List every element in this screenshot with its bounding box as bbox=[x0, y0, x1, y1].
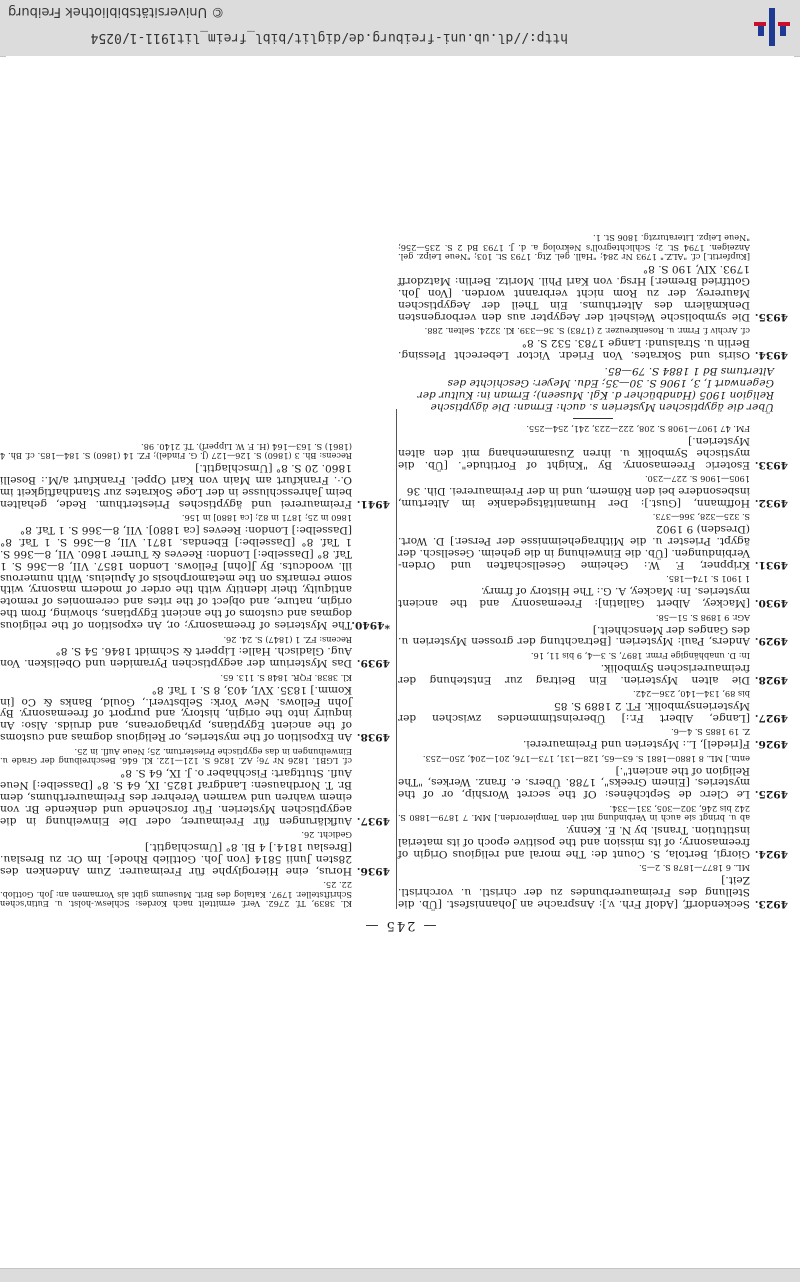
entry-text: Giorgi, Bertola, S. Count de: The moral and religious Origin of freemasonry; of its mission and the positive epoch of its material institution. Transl. by N. E. Kenny. bbox=[398, 824, 750, 860]
entry-number: 4938. bbox=[356, 731, 390, 744]
bibliography-entry bbox=[0, 880, 390, 908]
entry-number: 4924. bbox=[754, 847, 788, 860]
entry-note: 1905—1906 S. 227—230. bbox=[644, 474, 750, 485]
section-separator bbox=[573, 418, 613, 419]
entry-number: 4931. bbox=[754, 559, 788, 572]
entry-text: The Mysteries of freemasonry; or, An exposition of the religious dogmas and customs of the ancient Egyptians, showing, from the origin, nature, and object of the rites and ceremonies of remote antiquity, their identity with the order of modern masonry, with some remarks on the metamorphosis of Apuleius. With numerous ill. woodcuts. By J[ohn] Fellows. London 1857. VII, 8—366 S. 1 Taf. 8° [Dasselbe:] London: Reeves & Turner 1860. VII, 8—366 S. 1 Taf. 8° [Dasselbe:] Ebendas. 1871. VII, 8—366 S. 1 Taf. 8° [Dasselbe:] London: Reeves [ca 1880]. VII, 8—366 S. 1 Taf. 8° bbox=[0, 523, 352, 632]
entry-number: 4930. bbox=[754, 597, 788, 610]
entry-note: Recens: Bh. 3 (1860) S. 126—127 (J. G. Findel); FZ. 14 (1860) S. 184—185. cf. Bh. 4 (1861) S. 163—164 (H. F. W. Lipperf). Tf. 2140. 98. bbox=[0, 441, 352, 461]
entry-text: F[riedel], L.: Mysterien und Freimaurerei. bbox=[522, 738, 750, 751]
entry-note: S. 325—328, 366—373. bbox=[652, 512, 750, 523]
entry-number: 4939. bbox=[356, 657, 390, 670]
bibliography-entry bbox=[0, 634, 390, 668]
entry-text: Seckendorff, [Adolf Frh. v.]: Ansprache an Johannisfest. [Üb. die Stellung des Freimaurerbundes zu der christl. u. vorchristl. Zeit.] bbox=[398, 874, 750, 910]
entry-note: cf. LGB1. 1826 Nr 76; AZ. 1826 S. 121—122. Kl. 646. Beschreibung der Grade u. Einweihungen in das egyptische Priestertum. 25; Neue Aufl. in 25. bbox=[0, 746, 352, 767]
column-divider bbox=[396, 409, 397, 909]
entry-note: ML. 6 1877—1878 S. 2—5. bbox=[638, 863, 750, 874]
entry-number: 4933. bbox=[754, 458, 788, 471]
entry-number: 4926. bbox=[754, 738, 788, 751]
bibliography-entry bbox=[398, 233, 788, 322]
entry-number: 4935. bbox=[754, 310, 788, 323]
bibliography-entry bbox=[398, 803, 788, 859]
entry-number: 4941. bbox=[356, 497, 390, 510]
entry-text: Esoteric Freemasonry. By "Knight of Fortitude". [Üb. die mystische Symbolik u. ihren Zusammenhang mit den alten Mysterien.] bbox=[398, 434, 750, 471]
bibliography-entry bbox=[0, 746, 390, 825]
entry-number: 4928. bbox=[754, 673, 788, 686]
see-also-note: Über die ägyptischen Mysterien s. auch: Erman: Die ägyptische Religion 1905 (Handbücher d. Kgl. Museen); Erman in: Kultur der Gegenwart I, 3, 1906 S. 30—35; Edu. Meyer: Geschichte des Altertums Bd 1 1884 S. 79—85. bbox=[417, 364, 774, 413]
bibliography-entry bbox=[398, 689, 788, 723]
entry-number: 4927. bbox=[754, 711, 788, 724]
bibliography-entry bbox=[398, 512, 788, 570]
bibliography-entry bbox=[0, 441, 390, 508]
bibliography-entry bbox=[398, 863, 788, 909]
footer-bar bbox=[0, 1268, 800, 1282]
entry-text: Das Mysterium der aegyptischen Pyramiden und Obelisken. Von Aug. Gladisch. Halle: Lippert & Schmidt 1846. 54 S. 8° bbox=[0, 645, 352, 670]
entry-text: Die alten Mysterien. Ein Beitrag zur Entstehung der freimaurerischen Symbolik. bbox=[398, 661, 750, 686]
entry-text: Anders, Paul: Mysterien. [Betrachtung der grossen Mysterien u. des Ganges der Menschheit.] bbox=[398, 623, 750, 648]
bibliography-entry bbox=[398, 574, 788, 608]
bibliography-entry bbox=[398, 727, 788, 749]
ub-freiburg-logo-icon[interactable] bbox=[752, 6, 792, 48]
entry-note: Kl. 3839, Tf. 2762. Verf. ermittelt nach Kordes: Schlesw.-holst. u. Eutin'schen Schriftsteller. 1797. Katalog des Brit. Museums gibt als Vornamen an: Joh. Gottlob. 22. 25. bbox=[0, 880, 352, 909]
entry-number: 4923. bbox=[754, 898, 788, 910]
entry-number: 4936. bbox=[356, 864, 390, 877]
page-number: — 245 — bbox=[363, 918, 437, 933]
right-column bbox=[0, 389, 390, 909]
entry-note: In: D. unabhängige Frmr. 1897, S. 3—4, 9 bis 11, 16. bbox=[530, 650, 750, 661]
entry-text: Freimaurerei und ägyptisches Priesterthum. Rede, gehalten beim Jahresschlusse in der Loge Sokrates zur Standhaftigkeit im O.·. Frankfurt am Main von Karl Oppel. Frankfurt a/M.: Boselli 1860. 20 S. 8° [Umschlagtit.] bbox=[0, 461, 352, 510]
entry-text: [Lange, Albert Fr.:] Übereinstimmendes zwischen der Mysteriensymbolik. FT. 2 1889 S. 85 bbox=[398, 700, 750, 724]
bibliography-entry bbox=[398, 612, 788, 646]
page-content bbox=[0, 233, 794, 933]
entry-note: cf. Archiv f. Frmr. u. Rosenkreuzer. 2 (1783) S. 36—339. Kl. 3224. Selten. 288. bbox=[424, 326, 750, 337]
entry-text: Hoffmann, [Gust.]: Der Humanitätsgedanke im Altertum, insbesondere bei den Römern, und in der Freimaurerei. Dih. 36 bbox=[398, 485, 750, 509]
entry-note: 1 1901 S. 174—185. bbox=[666, 574, 750, 585]
entry-number: 4932. bbox=[754, 497, 788, 509]
bibliography-entry bbox=[0, 830, 390, 876]
bibliography-entry bbox=[0, 513, 390, 631]
entry-note: FM. 47 1907—1908 S. 208, 222—223, 241, 254—255. bbox=[526, 424, 750, 435]
entry-number: 4937. bbox=[356, 814, 390, 827]
entry-note: 1860 in 25; 1871 in 82; [ca 1880] in 156. bbox=[181, 513, 352, 523]
bibliography-entry bbox=[398, 326, 788, 360]
entry-text: Osiris und Sokrates. Von Friedr. Victor Leberecht Plessing. Berlin u. Stralsund: Lange 1783. 532 S. 8° bbox=[398, 337, 750, 362]
left-column bbox=[398, 233, 788, 910]
entry-number: 4925. bbox=[754, 788, 788, 801]
entry-number: *4940. bbox=[351, 619, 390, 632]
header-bar bbox=[0, 0, 800, 57]
entry-note: [Kupfertit.] cf. "ALZ." 1793 Nr 284; "Hall. gel. Ztg. 1793 St. 103; "Neue Leipz. gel. Anzeigen. 1794 St. 2; Schlichtegroll's Nekrolog a. d. J. 1793 Bd 2 S. 235—256; "Neue Leipz. Literaturztg. 1806 St. 1. bbox=[398, 233, 750, 263]
bibliography-entry bbox=[398, 474, 788, 508]
bibliography-entry bbox=[398, 650, 788, 684]
entry-text: Le Clerc de Septchênes: Of the secret Worship, or of the mysteries. [Einem Greeks", 1788. Übers. e. franz. Werkes, "The Religion of the ancient".] bbox=[398, 764, 750, 801]
entry-note: Z. 19 1885 S. 4—6. bbox=[671, 727, 750, 738]
entry-note: bis 89, 134—140, 236—242. bbox=[633, 689, 750, 700]
scanned-page bbox=[0, 56, 794, 1268]
entry-text: Krippner, F. W.: Geheime Gesellschaften und Orden-Verbindungen. [Üb. die Einweihung in die geheim. Gesellsch. der ägypt. Priester u. die Mithrageheimnisse der Perser.] D. Wort. (Dresden) 9 1902 bbox=[398, 523, 750, 572]
entry-note: ab u. bringt sie auch in Verbindung mit den Templerorden.] MM. 7 1879—1880 S. 242 bis 246, 302—305, 331—334. bbox=[398, 803, 750, 824]
bibliography-entry bbox=[398, 753, 788, 799]
copyright-text: © Universitätsbibliothek Freiburg bbox=[8, 4, 225, 19]
entry-note: Gedicht. 26. bbox=[301, 830, 352, 841]
bibliography-entry bbox=[0, 672, 390, 742]
entry-note: Kl. 3838. FQR. 1848 S. 113. 65. bbox=[220, 672, 352, 683]
url-text[interactable]: http://dl.ub.uni-freiburg.de/diglit/bibl_freim_lit1911-1/0254 bbox=[90, 30, 568, 45]
entry-text: [Mackey, Albert Gallatin]: Freemasonry and the ancient mysteries. In: Mackey, A. G.: The History of frmry. bbox=[398, 585, 750, 610]
entry-note: entn.] ML. 8 1880—1881 S. 63—65, 128—131, 173—176, 201—204, 250—253. bbox=[422, 753, 750, 764]
entry-number: 4934. bbox=[754, 349, 788, 362]
entry-number: 4929. bbox=[754, 635, 788, 648]
entry-text: Die symbolische Weisheit der Aegypter aus den verborgensten Denkmälern des Alterthums. Ein Theil der Aegyptischen Maurerey, der zu Rom nicht verbrannt worden. [Von Joh. Gottfried Bremer.] Hrsg. von Karl Phil. Moritz. Berlin: Matzdorff 1793. XIV, 190 S. 8° bbox=[398, 263, 750, 323]
entry-note: AGr. 9 1898 S. 51—58. bbox=[655, 612, 750, 623]
entry-text: Horus, eine Hieroglyphe für Freimaurer. Zum Andenken des 28sten Junii 5814 [von Joh. Gottlieb Rhode]. Im Or. zu Breslau. [Breslau 1814.] 4 Bl. 8° [Umschlagtit.] bbox=[0, 840, 352, 877]
entry-note: Recens: FZ. 1 (1847) S. 24. 26. bbox=[223, 634, 352, 645]
entry-text: Aufklärungen für Freimaurer, oder Die Einweihung in die aegyptischen Mysterien. Für forschende und denkende Br. von einem wahren und warmen Verehrer des Freimaurerthums, dem Br. T. Nordhausen: Landgraf 1825. IX, 64 S. 8° [Dasselbe:] Neue Aufl. Stuttgart: Fischhaber o. J. IX, 64 S. 8° bbox=[0, 767, 352, 827]
entry-text: An Exposition of the mysteries, or Religious dogmas and customs of the ancient Egyptians, pythagoreans, and druids. Also: An inquiry into the origin, history, and purport of freemasonry. By John Fellows. New York: Selbstverl., Gould, Banks & Co [in Komm.] 1835. XVI, 403, 8 S. 1 Taf. 8° bbox=[0, 683, 352, 744]
bibliography-entry bbox=[398, 424, 788, 470]
